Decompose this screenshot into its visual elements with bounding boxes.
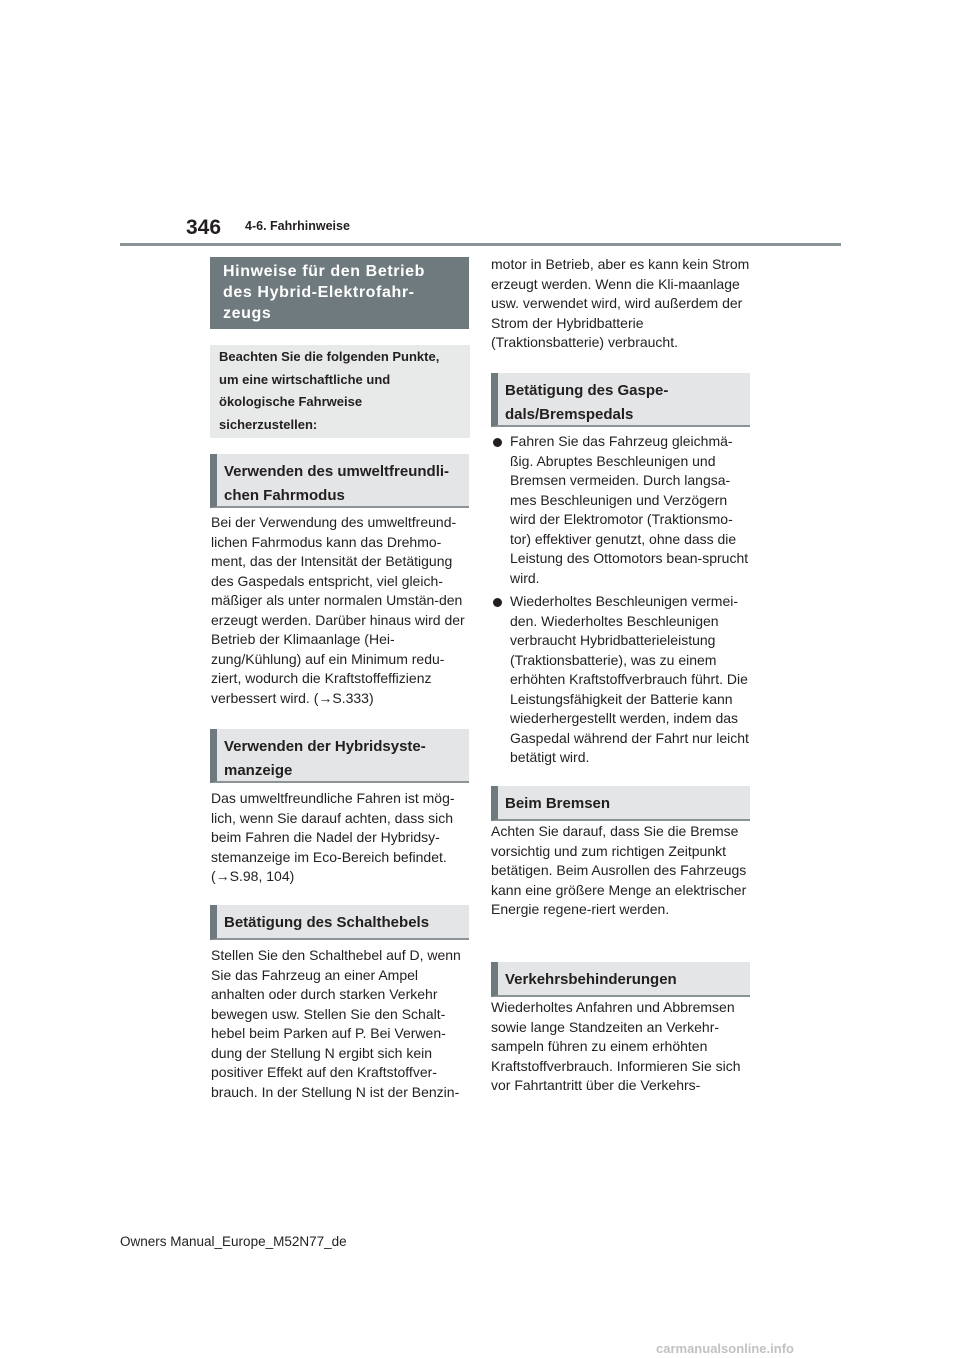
hybrid-indicator-heading: Verwenden der Hybridsyste-manzeige bbox=[210, 729, 469, 783]
main-heading: Hinweise für den Betrieb des Hybrid-Elektrofahr-zeugs bbox=[210, 257, 469, 329]
traffic-heading: Verkehrsbehinderungen bbox=[491, 962, 750, 997]
section-title: 4-6. Fahrhinweise bbox=[245, 219, 350, 233]
pedals-bullets bbox=[491, 432, 753, 772]
pedals-heading: Betätigung des Gaspe-dals/Bremspedals bbox=[491, 373, 750, 427]
list-item: Fahren Sie das Fahrzeug gleichmä-ßig. Abruptes Beschleunigen und Bremsen vermeiden. Durch langsa-mes Beschleunigen und Verzögern wird der Elektromotor (Traktionsmo-tor) effektiver genutzt, ohne dass die Leistung des Ottomotors bean-sprucht wird. bbox=[491, 432, 753, 588]
bullet-icon bbox=[493, 598, 502, 607]
hybrid-indicator-text: Das umweltfreundliche Fahren ist mög-lich, wenn Sie darauf achten, dass sich beim Fahren die Nadel der Hybridsy-stemanzeige im Eco-Bereich befindet. (→S.98, 104) bbox=[211, 790, 455, 884]
manual-id: Owners Manual_Europe_M52N77_de bbox=[120, 1234, 347, 1249]
list-item: Wiederholtes Beschleunigen vermei-den. Wiederholtes Beschleunigen verbraucht Hybridbatterieleistung (Traktionsbatterie), was zu einem erhöhten Kraftstoffverbrauch führt. Die Leistungsfähigkeit der Batterie kann wiederhergestellt werden, indem das Gaspedal während der Fahrt nur leicht betätigt wird. bbox=[491, 592, 753, 768]
intro-box: Beachten Sie die folgenden Punkte, um eine wirtschaftliche und ökologische Fahrweise sicherzustellen: bbox=[210, 345, 470, 438]
shift-lever-heading: Betätigung des Schalthebels bbox=[210, 905, 469, 940]
braking-text: Achten Sie darauf, dass Sie die Bremse vorsichtig und zum richtigen Zeitpunkt betätigen. Beim Ausrollen des Fahrzeugs kann eine größere Menge an elektrischer Energie regene-riert werden. bbox=[491, 823, 747, 917]
page-number: 346 bbox=[186, 216, 222, 239]
eco-mode-heading: Verwenden des umweltfreundli-chen Fahrmodus bbox=[210, 454, 469, 508]
bullet-icon bbox=[493, 438, 502, 447]
watermark: carmanualsonline.info bbox=[656, 1341, 794, 1356]
shift-lever-text: Stellen Sie den Schalthebel auf D, wenn Sie das Fahrzeug an einer Ampel anhalten oder durch starken Verkehr bewegen usw. Stellen Sie den Schalt-hebel beim Parken auf P. Bei Verwen-dung der Stellung N ergibt sich kein positiver Effekt auf den Kraftstoffver-brauch. In der Stellung N ist der Benzin- bbox=[211, 947, 461, 1100]
header-divider bbox=[120, 243, 841, 246]
eco-mode-text: Bei der Verwendung des umweltfreund-lichen Fahrmodus kann das Drehmo-ment, das der Intensität der Betätigung des Gaspedals entspricht, viel gleich-mäßiger als unter normalen Umstän-den erzeugt werden. Darüber hinaus wird der Betrieb der Klimaanlage (Hei-zung/Kühlung) auf ein Minimum redu-ziert, wodurch die Kraftstoffeffizienz verbessert wird. (→S.333) bbox=[211, 514, 465, 706]
traffic-text: Wiederholtes Anfahren und Abbremsen sowie lange Standzeiten an Verkehr-sampeln führen zu einem erhöhten Kraftstoffverbrauch. Informieren Sie sich vor Fahrtantritt über die Verkehrs- bbox=[491, 999, 741, 1093]
continuation-text: motor in Betrieb, aber es kann kein Strom erzeugt werden. Wenn die Kli-maanlage usw. verwendet wird, wird außerdem der Strom der Hybridbatterie (Traktionsbatterie) verbraucht. bbox=[491, 256, 750, 350]
braking-heading: Beim Bremsen bbox=[491, 786, 750, 821]
